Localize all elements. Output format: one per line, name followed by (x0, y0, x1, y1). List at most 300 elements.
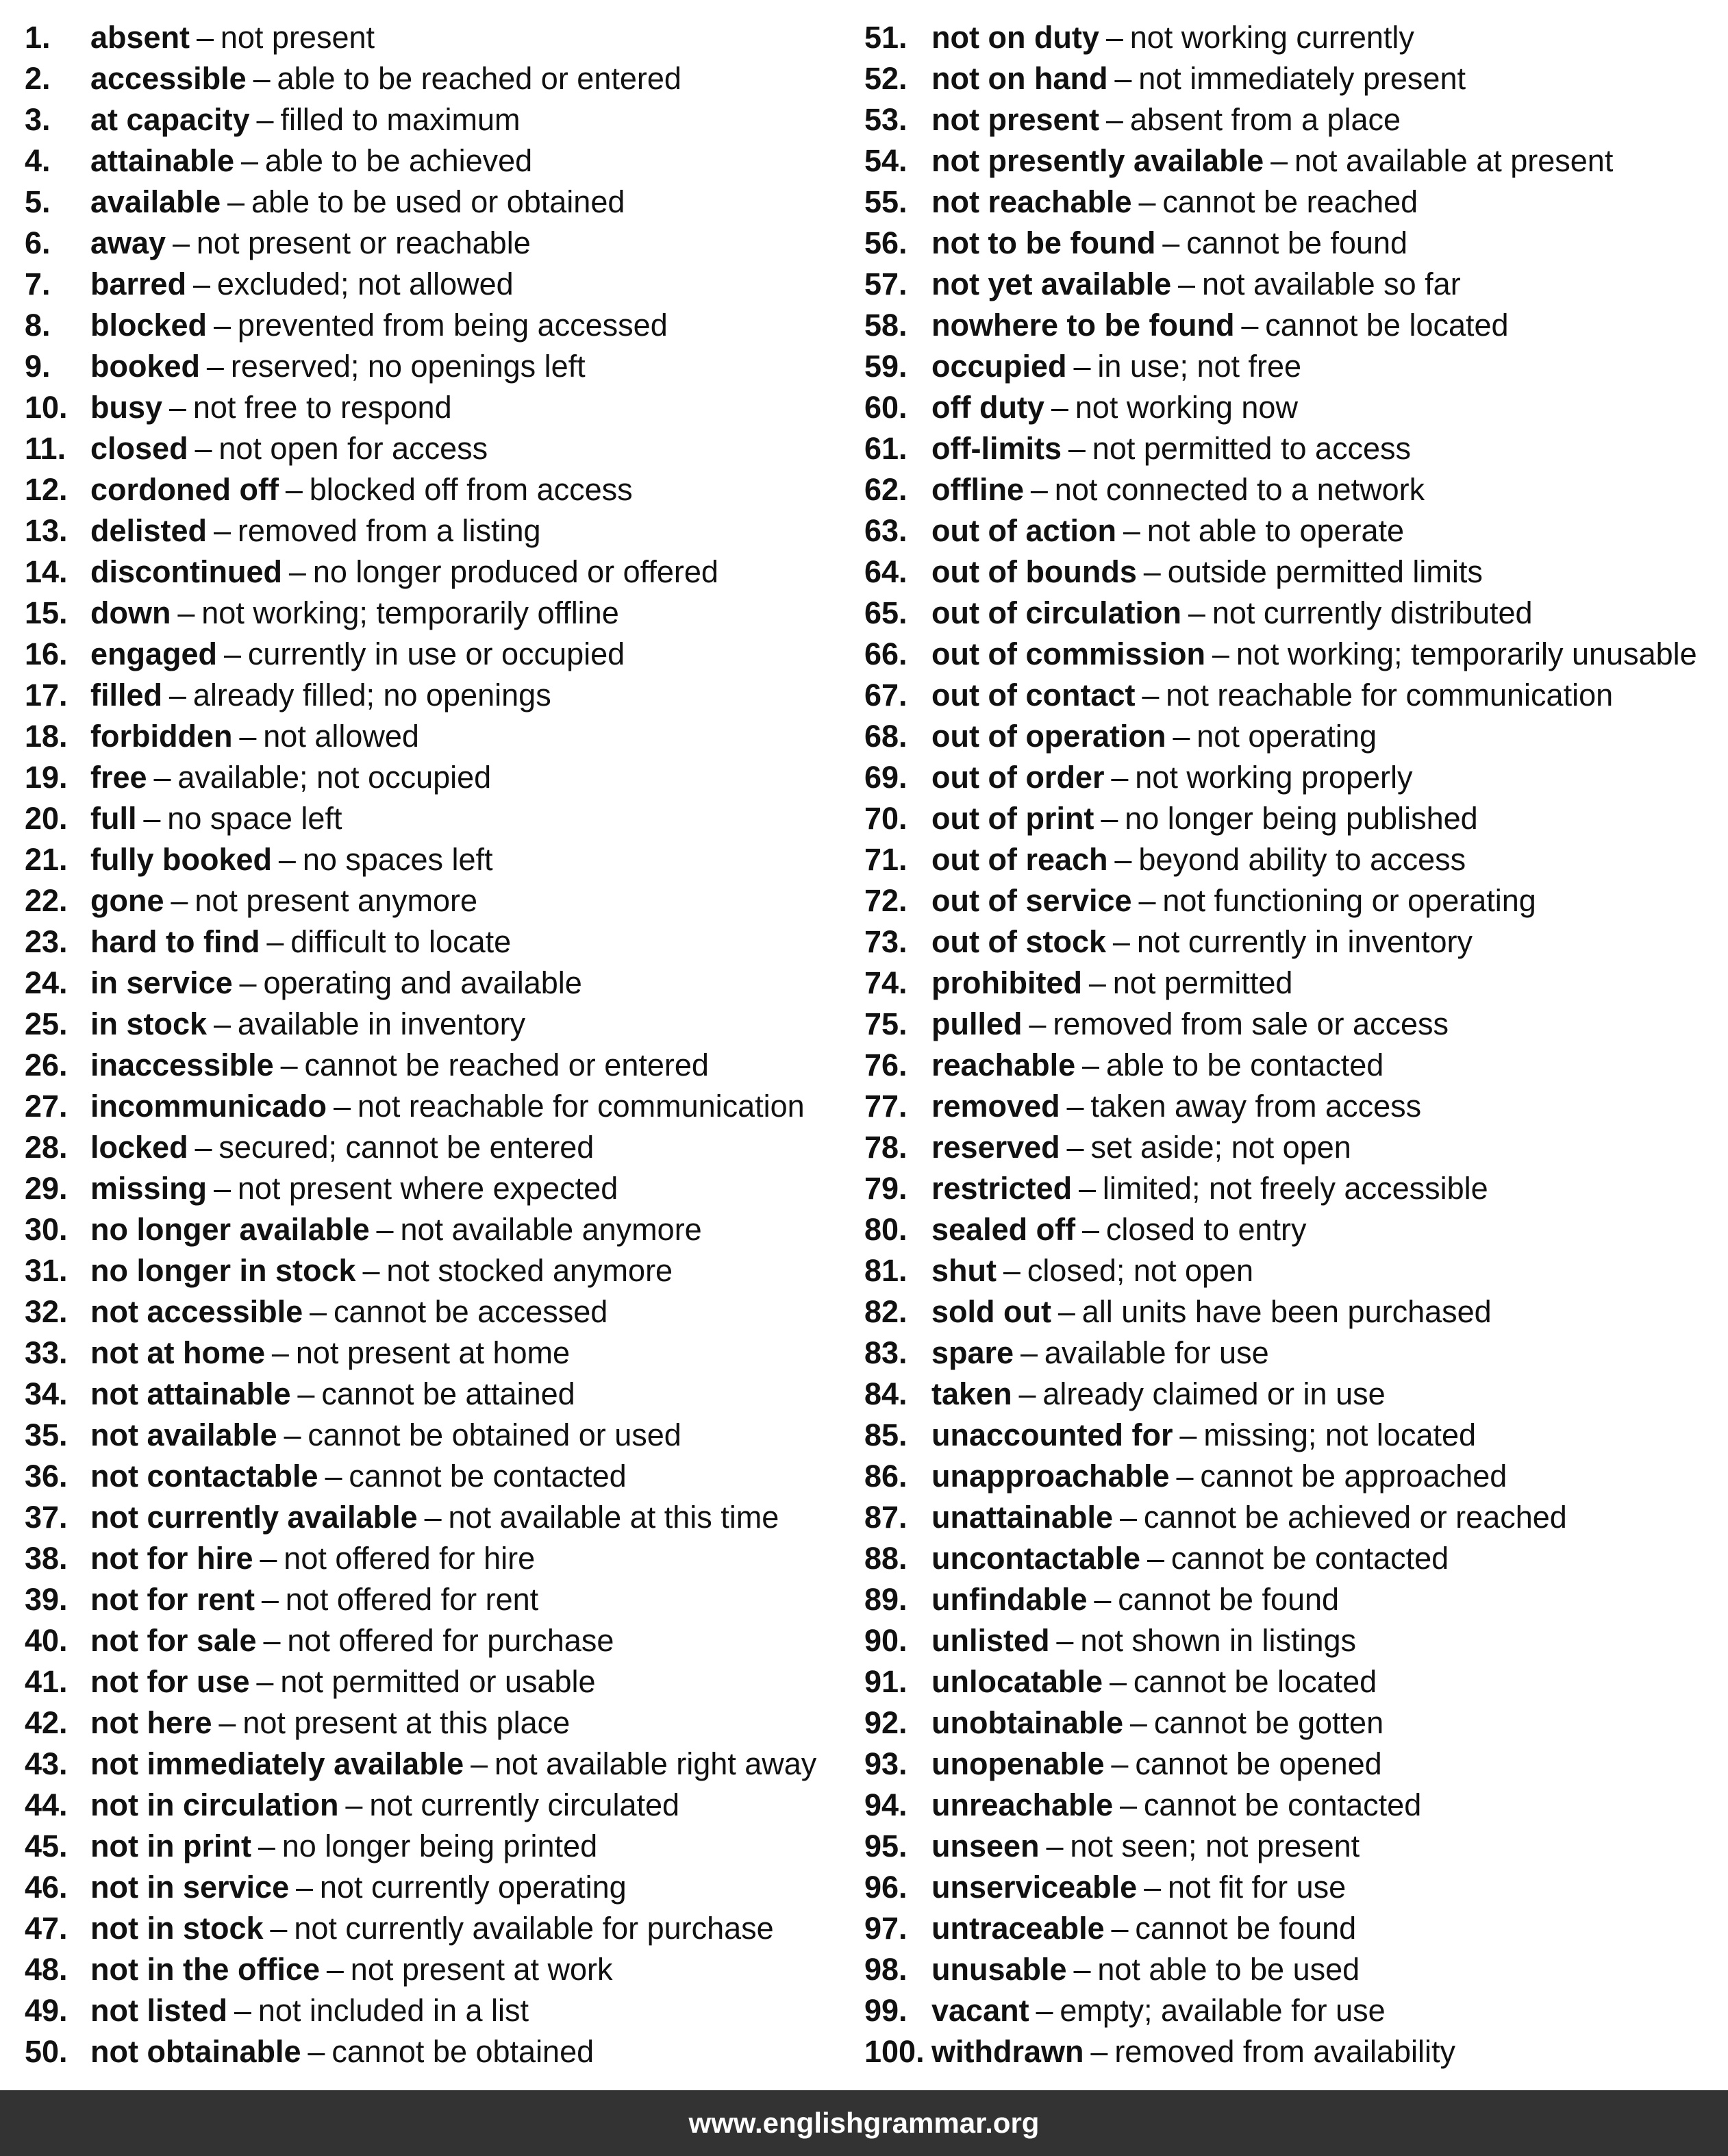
item-definition: not working now (1075, 390, 1298, 425)
item-term: off duty (931, 390, 1044, 425)
item-number: 24. (25, 965, 68, 1000)
item-separator-dash: – (196, 20, 214, 55)
item-definition: no longer being published (1125, 801, 1478, 836)
list-item (864, 1867, 1720, 1908)
list-item (864, 1168, 1720, 1209)
item-definition: currently in use or occupied (247, 636, 625, 671)
item-term: not presently available (931, 143, 1264, 178)
item-definition: cannot be reached or entered (304, 1048, 709, 1082)
item-definition: cannot be approached (1200, 1459, 1507, 1494)
item-number: 82. (864, 1294, 907, 1329)
item-separator-dash: – (1082, 1048, 1100, 1082)
item-separator-dash: – (1078, 1171, 1097, 1206)
list-item (25, 58, 860, 99)
item-term: forbidden (90, 719, 233, 754)
item-definition: not offered for rent (285, 1582, 539, 1617)
list-item (864, 1374, 1720, 1415)
item-definition: not permitted or usable (280, 1664, 596, 1699)
list-item (25, 1579, 860, 1620)
item-definition: cannot be contacted (1143, 1787, 1422, 1822)
list-item (864, 223, 1720, 264)
list-item (25, 1990, 860, 2031)
item-number: 28. (25, 1130, 68, 1165)
list-item (25, 99, 860, 140)
list-item (25, 1168, 860, 1209)
item-separator-dash: – (266, 924, 284, 959)
item-term: unlocatable (931, 1664, 1103, 1699)
item-separator-dash: – (1176, 1459, 1194, 1494)
item-definition: cannot be opened (1135, 1746, 1382, 1781)
item-number: 17. (25, 678, 68, 713)
list-item (864, 1415, 1720, 1456)
item-definition: not stocked anymore (386, 1253, 673, 1288)
item-separator-dash: – (1147, 1541, 1164, 1576)
item-definition: available for use (1044, 1335, 1269, 1370)
item-number: 10. (25, 390, 68, 425)
list-item (25, 675, 860, 716)
item-separator-dash: – (297, 1376, 315, 1411)
item-term: missing (90, 1171, 208, 1206)
item-definition: able to be reached or entered (277, 61, 681, 96)
item-definition: not included in a list (258, 1993, 529, 2028)
item-separator-dash: – (213, 1171, 231, 1206)
item-definition: set aside; not open (1090, 1130, 1351, 1165)
list-item (25, 2031, 860, 2072)
item-number: 41. (25, 1664, 68, 1699)
item-separator-dash: – (1057, 1294, 1075, 1329)
list-item (25, 963, 860, 1004)
item-number: 80. (864, 1212, 907, 1247)
list-item (864, 798, 1720, 839)
item-definition: able to be used or obtained (251, 184, 625, 219)
item-number: 92. (864, 1705, 907, 1740)
item-definition: not working; temporarily offline (201, 595, 619, 630)
item-number: 40. (25, 1623, 68, 1658)
list-item (864, 1579, 1720, 1620)
item-separator-dash: – (260, 1541, 277, 1576)
list-item (25, 1209, 860, 1250)
item-term: not accessible (90, 1294, 303, 1329)
item-term: hard to find (90, 924, 260, 959)
item-term: sold out (931, 1294, 1051, 1329)
item-number: 58. (864, 308, 907, 343)
item-definition: filled to maximum (280, 102, 521, 137)
item-definition: not currently in inventory (1136, 924, 1473, 959)
item-number: 6. (25, 225, 51, 260)
item-definition: not currently distributed (1212, 595, 1533, 630)
item-term: not in print (90, 1829, 251, 1863)
item-term: incommunicado (90, 1089, 327, 1124)
item-separator-dash: – (206, 349, 224, 384)
item-definition: cannot be accessed (333, 1294, 608, 1329)
item-definition: beyond ability to access (1138, 842, 1466, 877)
item-definition: absent from a place (1129, 102, 1401, 137)
list-item (864, 1949, 1720, 1990)
item-separator-dash: – (1030, 472, 1048, 507)
list-item (864, 2031, 1720, 2072)
list-item (864, 264, 1720, 305)
item-term: no longer in stock (90, 1253, 356, 1288)
item-number: 100. (864, 2034, 925, 2069)
list-item (864, 1045, 1720, 1086)
item-term: down (90, 595, 171, 630)
item-term: not in the office (90, 1952, 320, 1987)
list-item (864, 1538, 1720, 1579)
item-number: 1. (25, 20, 51, 55)
list-item (25, 1291, 860, 1333)
item-term: not on duty (931, 20, 1099, 55)
list-item (25, 1908, 860, 1949)
item-definition: available; not occupied (177, 760, 492, 795)
list-item (864, 182, 1720, 223)
item-separator-dash: – (239, 719, 257, 754)
item-term: not contactable (90, 1459, 318, 1494)
list-item (864, 1785, 1720, 1826)
item-number: 45. (25, 1829, 68, 1863)
item-separator-dash: – (1090, 2034, 1108, 2069)
item-term: shut (931, 1253, 997, 1288)
list-item (25, 1086, 860, 1127)
list-item (864, 469, 1720, 510)
item-definition: no longer produced or offered (312, 554, 718, 589)
list-item (25, 17, 860, 58)
item-separator-dash: – (1088, 965, 1106, 1000)
item-number: 49. (25, 1993, 68, 2028)
item-term: out of action (931, 513, 1116, 548)
item-definition: not fit for use (1167, 1870, 1347, 1905)
list-item (864, 1702, 1720, 1744)
item-separator-dash: – (1114, 61, 1132, 96)
item-number: 9. (25, 349, 51, 384)
list-item (25, 634, 860, 675)
item-term: not listed (90, 1993, 227, 2028)
list-item (25, 1538, 860, 1579)
item-separator-dash: – (284, 1417, 301, 1452)
item-definition: outside permitted limits (1167, 554, 1483, 589)
item-separator-dash: – (1101, 801, 1118, 836)
list-item (25, 921, 860, 963)
item-definition: not currently operating (319, 1870, 627, 1905)
item-term: reachable (931, 1048, 1076, 1082)
item-separator-dash: – (168, 678, 186, 713)
item-definition: secured; cannot be entered (218, 1130, 594, 1165)
list-item (25, 1661, 860, 1702)
item-number: 48. (25, 1952, 68, 1987)
item-definition: not present at work (350, 1952, 613, 1987)
item-term: barred (90, 267, 187, 301)
item-definition: not currently available for purchase (294, 1911, 774, 1946)
list-item (864, 1291, 1720, 1333)
item-number: 42. (25, 1705, 68, 1740)
item-term: unreachable (931, 1787, 1114, 1822)
item-separator-dash: – (1143, 554, 1161, 589)
item-definition: not available anymore (400, 1212, 702, 1247)
item-term: not yet available (931, 267, 1172, 301)
item-separator-dash: – (285, 472, 303, 507)
item-term: out of operation (931, 719, 1166, 754)
item-definition: not present at this place (242, 1705, 571, 1740)
item-separator-dash: – (256, 102, 274, 137)
item-term: unserviceable (931, 1870, 1138, 1905)
list-item (864, 1086, 1720, 1127)
list-item (25, 1702, 860, 1744)
item-separator-dash: – (192, 267, 210, 301)
item-term: not on hand (931, 61, 1108, 96)
item-term: not present (931, 102, 1100, 137)
item-separator-dash: – (296, 1870, 314, 1905)
item-number: 76. (864, 1048, 907, 1082)
item-number: 44. (25, 1787, 68, 1822)
item-term: booked (90, 349, 201, 384)
list-item (864, 634, 1720, 675)
item-term: removed (931, 1089, 1060, 1124)
item-term: prohibited (931, 965, 1082, 1000)
item-separator-dash: – (280, 1048, 298, 1082)
list-item (864, 1744, 1720, 1785)
item-number: 15. (25, 595, 68, 630)
item-number: 99. (864, 1993, 907, 2028)
item-number: 50. (25, 2034, 68, 2069)
list-item (864, 1004, 1720, 1045)
item-separator-dash: – (1138, 883, 1156, 918)
item-number: 43. (25, 1746, 68, 1781)
item-separator-dash: – (1066, 1089, 1084, 1124)
item-number: 32. (25, 1294, 68, 1329)
list-item (25, 1374, 860, 1415)
item-separator-dash: – (227, 184, 245, 219)
item-separator-dash: – (172, 225, 190, 260)
item-term: not for rent (90, 1582, 255, 1617)
item-number: 18. (25, 719, 68, 754)
list-item (25, 757, 860, 798)
item-separator-dash: – (239, 965, 257, 1000)
list-item (25, 346, 860, 387)
item-definition: cannot be contacted (349, 1459, 627, 1494)
item-number: 61. (864, 431, 907, 466)
list-item (864, 140, 1720, 182)
website-url: www.englishgrammar.org (688, 2107, 1040, 2139)
item-term: locked (90, 1130, 188, 1165)
item-definition: cannot be contacted (1170, 1541, 1449, 1576)
item-term: unobtainable (931, 1705, 1123, 1740)
item-term: no longer available (90, 1212, 370, 1247)
item-definition: not operating (1197, 719, 1377, 754)
item-term: out of stock (931, 924, 1106, 959)
item-number: 8. (25, 308, 51, 343)
item-number: 37. (25, 1500, 68, 1535)
item-term: out of print (931, 801, 1094, 836)
item-number: 67. (864, 678, 907, 713)
item-definition: empty; available for use (1060, 1993, 1386, 2028)
item-definition: not available at this time (448, 1500, 779, 1535)
item-number: 83. (864, 1335, 907, 1370)
item-term: gone (90, 883, 164, 918)
item-definition: no spaces left (302, 842, 493, 877)
item-term: withdrawn (931, 2034, 1084, 2069)
item-definition: removed from a listing (237, 513, 541, 548)
item-separator-dash: – (1120, 1787, 1138, 1822)
item-separator-dash: – (261, 1582, 279, 1617)
item-number: 13. (25, 513, 68, 548)
item-separator-dash: – (1036, 1993, 1053, 2028)
item-definition: limited; not freely accessible (1102, 1171, 1488, 1206)
item-term: out of order (931, 760, 1105, 795)
item-separator-dash: – (1111, 760, 1129, 795)
item-number: 3. (25, 102, 51, 137)
item-term: sealed off (931, 1212, 1076, 1247)
item-separator-dash: – (1073, 349, 1091, 384)
list-item (864, 17, 1720, 58)
item-definition: able to be achieved (264, 143, 533, 178)
item-term: busy (90, 390, 163, 425)
item-number: 84. (864, 1376, 907, 1411)
item-number: 51. (864, 20, 907, 55)
item-number: 26. (25, 1048, 68, 1082)
word-list-right-column (864, 17, 1720, 2072)
item-definition: not offered for purchase (287, 1623, 614, 1658)
list-item (25, 716, 860, 757)
item-number: 63. (864, 513, 907, 548)
list-item (864, 387, 1720, 428)
item-term: untraceable (931, 1911, 1105, 1946)
item-term: free (90, 760, 147, 795)
list-item (864, 1250, 1720, 1291)
item-definition: not permitted (1112, 965, 1293, 1000)
item-definition: removed from availability (1114, 2034, 1455, 2069)
item-number: 55. (864, 184, 907, 219)
item-separator-dash: – (195, 1130, 212, 1165)
item-number: 96. (864, 1870, 907, 1905)
item-definition: not available at present (1294, 143, 1614, 178)
item-separator-dash: – (278, 842, 296, 877)
item-number: 65. (864, 595, 907, 630)
item-number: 69. (864, 760, 907, 795)
item-separator-dash: – (1162, 225, 1180, 260)
item-term: pulled (931, 1006, 1023, 1041)
item-number: 64. (864, 554, 907, 589)
item-separator-dash: – (362, 1253, 380, 1288)
item-term: discontinued (90, 554, 282, 589)
item-definition: cannot be found (1118, 1582, 1340, 1617)
item-separator-dash: – (1056, 1623, 1074, 1658)
item-term: unapproachable (931, 1459, 1170, 1494)
item-number: 81. (864, 1253, 907, 1288)
item-number: 35. (25, 1417, 68, 1452)
item-definition: removed from sale or access (1053, 1006, 1449, 1041)
item-term: cordoned off (90, 472, 279, 507)
item-definition: not seen; not present (1070, 1829, 1360, 1863)
item-definition: not permitted to access (1092, 431, 1412, 466)
list-item (25, 552, 860, 593)
item-separator-dash: – (1241, 308, 1259, 343)
list-item (25, 1127, 860, 1168)
item-number: 91. (864, 1664, 907, 1699)
item-separator-dash: – (308, 2034, 325, 2069)
item-term: not immediately available (90, 1746, 464, 1781)
item-term: vacant (931, 1993, 1029, 2028)
item-number: 74. (864, 965, 907, 1000)
item-number: 4. (25, 143, 51, 178)
item-term: in service (90, 965, 233, 1000)
item-term: not here (90, 1705, 212, 1740)
item-separator-dash: – (1029, 1006, 1047, 1041)
list-item (25, 1250, 860, 1291)
item-definition: difficult to locate (290, 924, 512, 959)
list-item (25, 140, 860, 182)
list-item (864, 593, 1720, 634)
item-definition: not present (220, 20, 375, 55)
item-number: 25. (25, 1006, 68, 1041)
item-definition: cannot be found (1135, 1911, 1357, 1946)
item-number: 5. (25, 184, 51, 219)
list-item (25, 428, 860, 469)
item-term: delisted (90, 513, 208, 548)
item-term: unlisted (931, 1623, 1050, 1658)
list-item (864, 1456, 1720, 1497)
list-item (864, 1333, 1720, 1374)
item-separator-dash: – (376, 1212, 394, 1247)
item-separator-dash: – (471, 1746, 488, 1781)
item-definition: cannot be attained (321, 1376, 575, 1411)
item-separator-dash: – (271, 1335, 289, 1370)
item-definition: cannot be obtained (331, 2034, 594, 2069)
item-term: out of circulation (931, 595, 1181, 630)
item-separator-dash: – (1105, 20, 1123, 55)
item-number: 36. (25, 1459, 68, 1494)
item-definition: closed; not open (1027, 1253, 1254, 1288)
item-term: unopenable (931, 1746, 1105, 1781)
item-term: not to be found (931, 225, 1156, 260)
item-separator-dash: – (1109, 1664, 1127, 1699)
list-item (864, 99, 1720, 140)
item-term: not for use (90, 1664, 250, 1699)
item-definition: already filled; no openings (192, 678, 551, 713)
item-separator-dash: – (310, 1294, 327, 1329)
list-item (25, 593, 860, 634)
item-definition: not open for access (218, 431, 488, 466)
item-number: 70. (864, 801, 907, 836)
item-definition: cannot be reached (1162, 184, 1418, 219)
item-term: not available (90, 1417, 277, 1452)
item-definition: not available right away (494, 1746, 817, 1781)
item-term: nowhere to be found (931, 308, 1235, 343)
item-separator-dash: – (1094, 1582, 1112, 1617)
item-separator-dash: – (1119, 1500, 1137, 1535)
list-item (864, 510, 1720, 552)
item-separator-dash: – (1105, 102, 1123, 137)
item-term: unfindable (931, 1582, 1088, 1617)
item-term: not obtainable (90, 2034, 301, 2069)
item-term: out of commission (931, 636, 1206, 671)
item-separator-dash: – (1179, 1417, 1197, 1452)
item-number: 95. (864, 1829, 907, 1863)
list-item (864, 921, 1720, 963)
item-separator-dash: – (253, 61, 271, 96)
list-item (25, 1004, 860, 1045)
list-item (25, 798, 860, 839)
item-number: 60. (864, 390, 907, 425)
item-term: closed (90, 431, 188, 466)
item-definition: excluded; not allowed (216, 267, 514, 301)
item-definition: not working; temporarily unusable (1236, 636, 1697, 671)
item-separator-dash: – (153, 760, 171, 795)
item-separator-dash: – (143, 801, 161, 836)
item-number: 21. (25, 842, 68, 877)
item-number: 16. (25, 636, 68, 671)
item-separator-dash: – (195, 431, 212, 466)
item-term: out of contact (931, 678, 1136, 713)
item-term: fully booked (90, 842, 273, 877)
